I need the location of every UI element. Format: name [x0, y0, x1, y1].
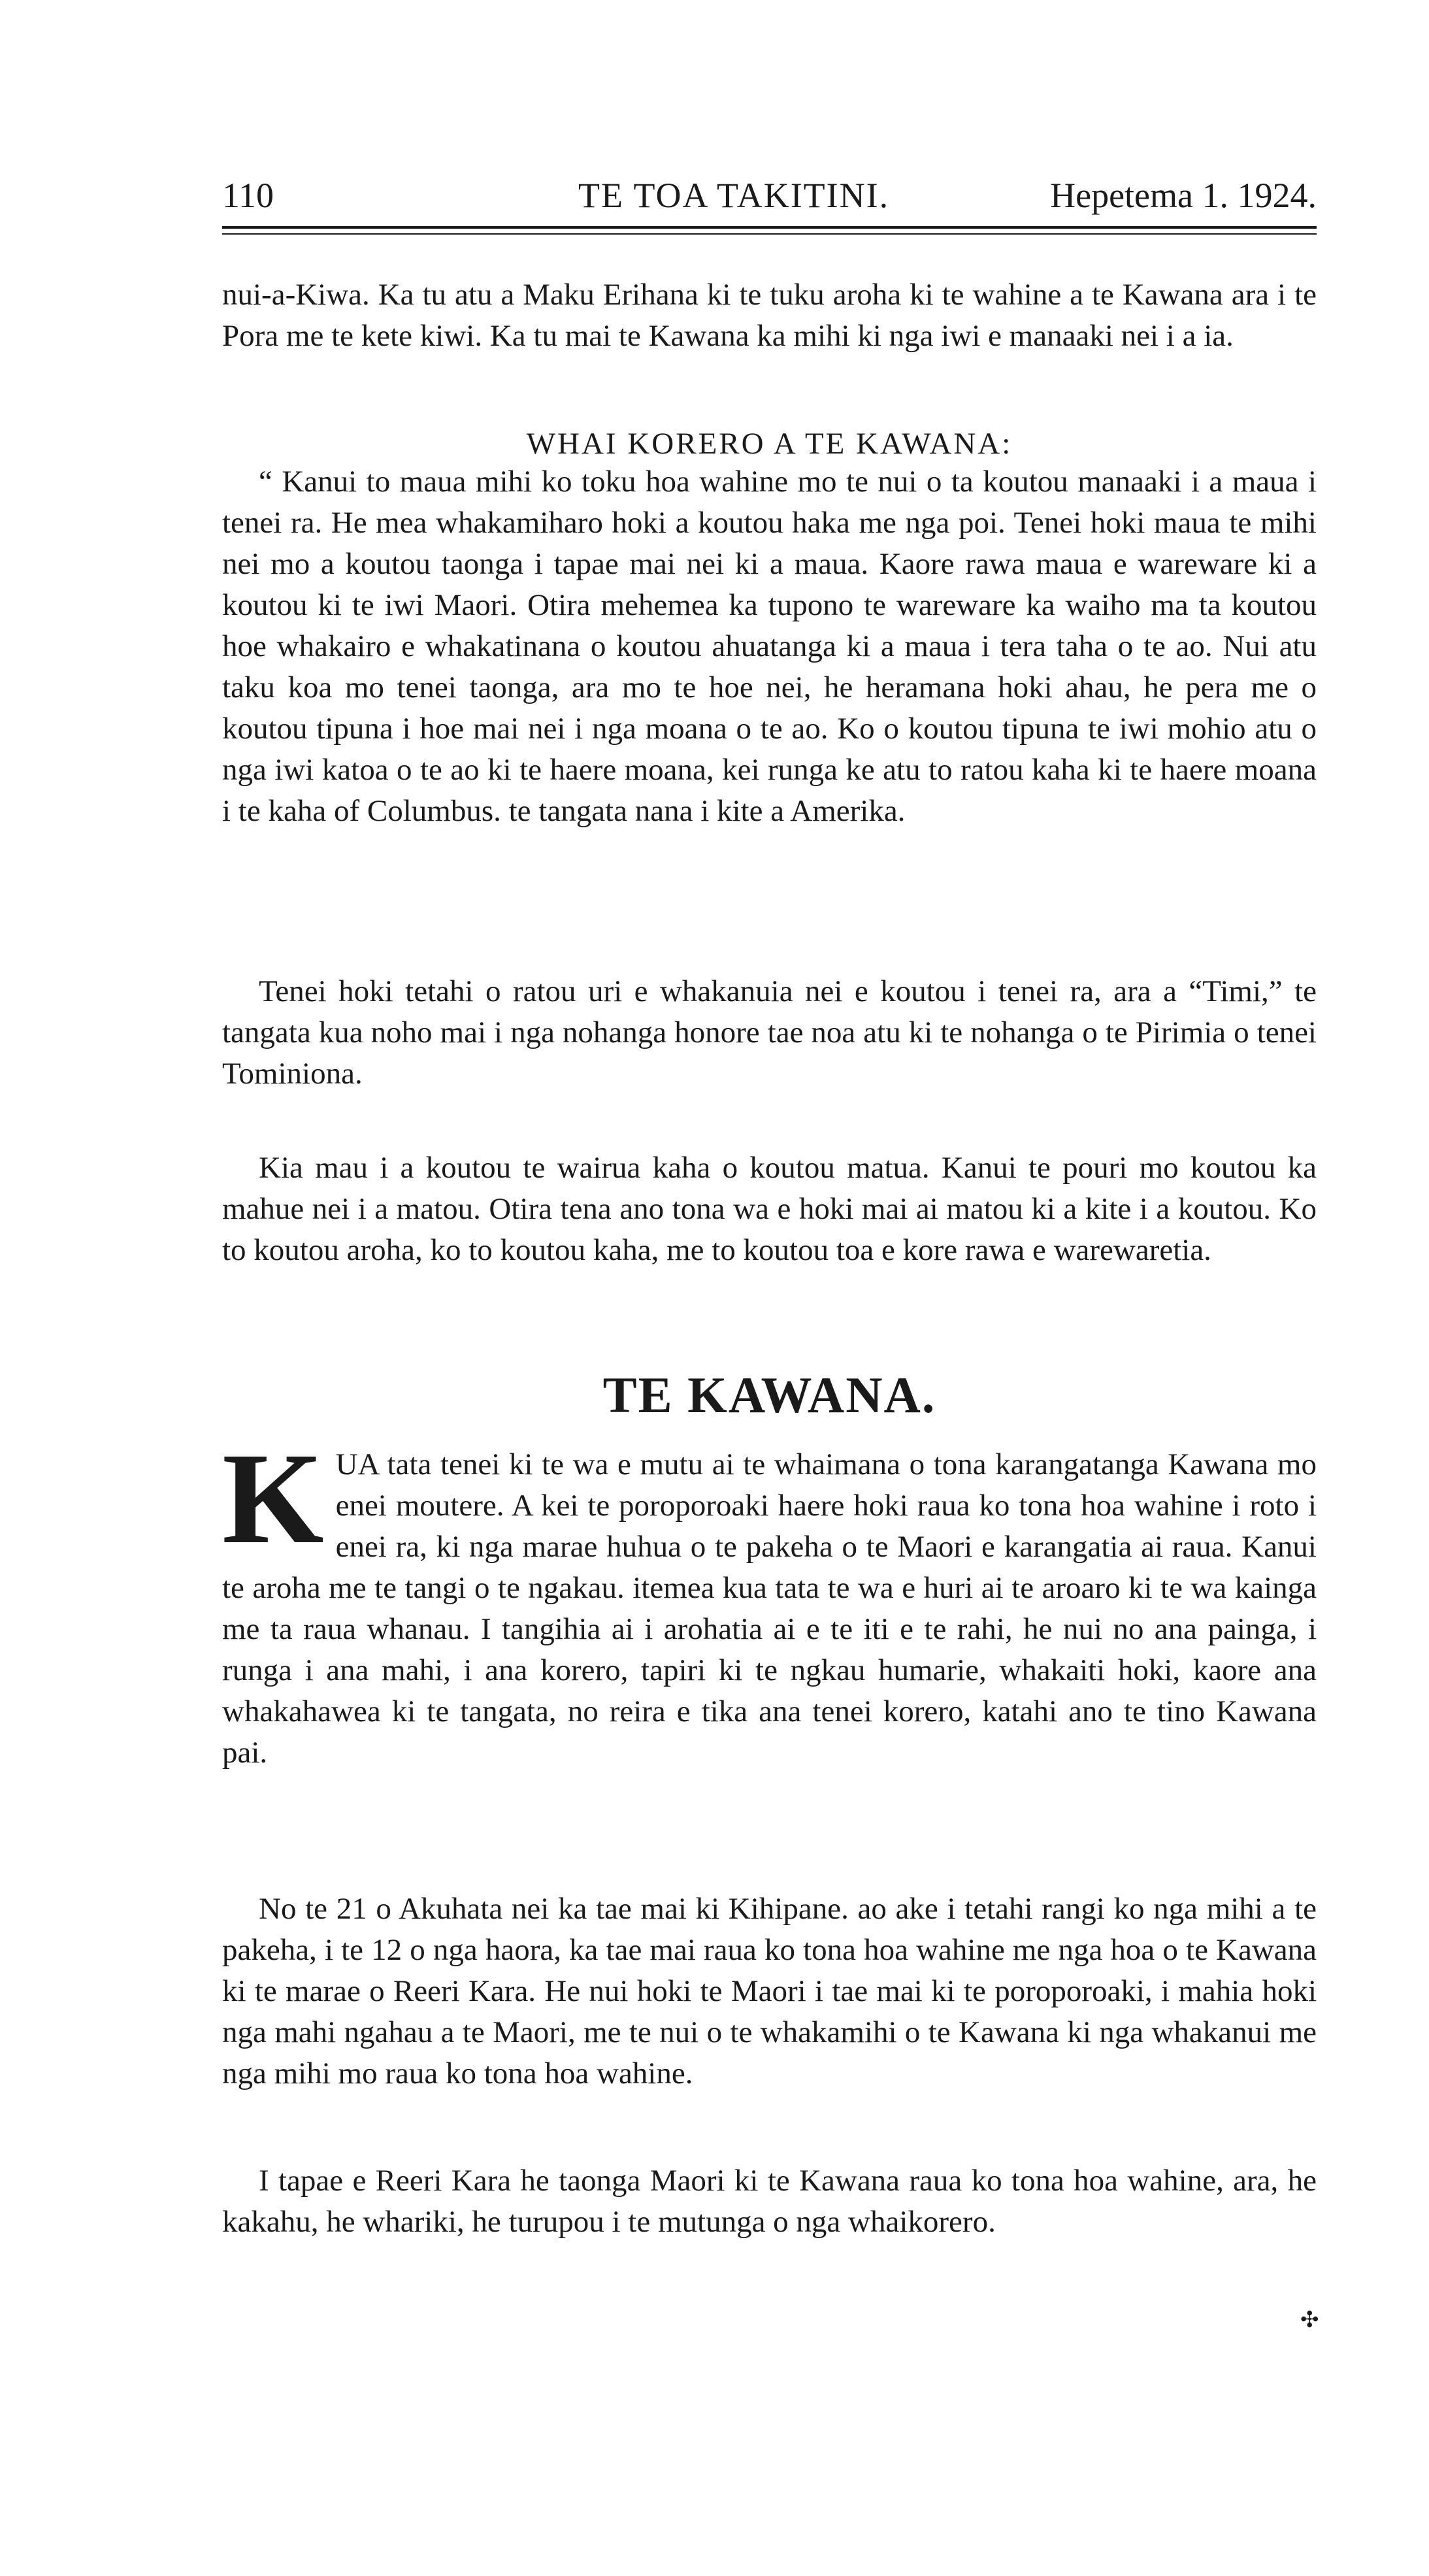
article-paragraph-text: UA tata tenei ki te wa e mutu ai te whaimana o tona karangatanga Kawana mo enei moutere. A kei te poroporoaki haere hoki raua ko tona hoa wahine i roto i enei ra, ki nga marae huhua o te pakeha o te Maori e karangatia ai raua. Kanui te aroha me te tangi o te ngakau. itemea kua tata te wa e huri ai te aroaro ki te wa kainga me ta raua whanau. I tangihia ai i arohatia ai e te iti e te rahi, he nui no ana painga, i runga i ana mahi, i ana korero, tapiri ki te ngkau humarie, whakaiti hoki, kaore ana whakahawea ki te tangata, no reira e tika ana tenei korero, katahi ano te tino Kawana pai. [222, 1447, 1317, 1770]
drop-cap: K [222, 1427, 324, 1571]
article-paragraph-2-block [222, 1889, 1317, 2094]
print-mark-icon: ✣ [1300, 2308, 1319, 2332]
speech-paragraph-1-block [222, 461, 1317, 832]
speech-paragraph: Kia mau i a koutou te wairua kaha o koutou matua. Kanui te pouri mo koutou ka mahue nei i a matou. Otira tena ano tona wa e hoki mai ai matou ki a kite i a koutou. Ko to koutou aroha, ko to koutou kaha, me to koutou toa e kore rawa e warewaretia. [222, 1151, 1317, 1267]
speech-paragraph: “ Kanui to maua mihi ko toku hoa wahine mo te nui o ta koutou manaaki i a maua i tenei ra. He mea whakamiharo hoki a koutou haka me nga poi. Tenei hoki maua te mihi nei mo a koutou taonga i tapae mai nei ki a maua. Kaore rawa maua e wareware ki a koutou ki te iwi Maori. Otira mehemea ka tupono te wareware ka waiho ma ta koutou hoe whakairo e whakatinana o koutou ahuatanga ki a maua i tera taha o te ao. Nui atu taku koa mo tenei taonga, ara mo te hoe nei, he heramana hoki ahau, he pera me o koutou tipuna i hoe mai nei i nga moana o te ao. Ko o koutou tipuna te iwi mohio atu o nga iwi katoa o te ao ki te haere moana, kei runga ke atu to ratou kaha ki te haere moana i te kaha of Columbus. te tangata nana i kite a Amerika. [222, 465, 1317, 828]
opening-paragraph: nui-a-Kiwa. Ka tu atu a Maku Erihana ki te tuku aroha ki te wahine a te Kawana ara i te Pora me te kete kiwi. Ka tu mai te Kawana ka mihi ki nga iwi e manaaki nei i a ia. [222, 278, 1317, 353]
article-paragraph [222, 1427, 1317, 1774]
article-title: TE KAWANA. [602, 1366, 936, 1423]
speech-heading: WHAI KORERO A TE KAWANA: [526, 427, 1013, 461]
running-header [222, 175, 1317, 222]
header-rule [222, 226, 1317, 229]
speech-paragraph: Tenei hoki tetahi o ratou uri e whakanuia nei e koutou i tenei ra, ara a “Timi,” te tangata kua noho mai i nga nohanga honore tae noa atu ki te nohanga o te Pirimia o tenei Tominiona. [222, 974, 1317, 1091]
opening-paragraph-block [222, 274, 1317, 357]
journal-title: TE TOA TAKITINI. [578, 176, 890, 215]
article-paragraph: I tapae e Reeri Kara he taonga Maori ki te Kawana raua ko tona hoa wahine, ara, he kakahu, he whariki, he turupou i te mutunga o nga whaikorero. [222, 2164, 1317, 2239]
article-paragraph: No te 21 o Akuhata nei ka tae mai ki Kihipane. ao ake i tetahi rangi ko nga mihi a te pakeha, i te 12 o nga haora, ka tae mai raua ko tona hoa wahine me nga hoa o te Kawana ki te marae o Reeri Kara. He nui hoki te Maori i tae mai ki te poroporoaki, i mahia hoki nga mahi ngahau a te Maori, me te nui o te whakamihi o te Kawana ki nga whakanui me nga mihi mo raua ko tona hoa wahine. [222, 1892, 1317, 2090]
article-paragraph-3-block [222, 2160, 1317, 2243]
article-paragraph-1-block [222, 1427, 1317, 1774]
page-number: 110 [222, 176, 274, 215]
speech-paragraph-2-block [222, 971, 1317, 1095]
issue-date: Hepetema 1. 1924. [1050, 176, 1317, 215]
header-rule-thin [222, 233, 1317, 235]
speech-paragraph-3-block [222, 1148, 1317, 1271]
